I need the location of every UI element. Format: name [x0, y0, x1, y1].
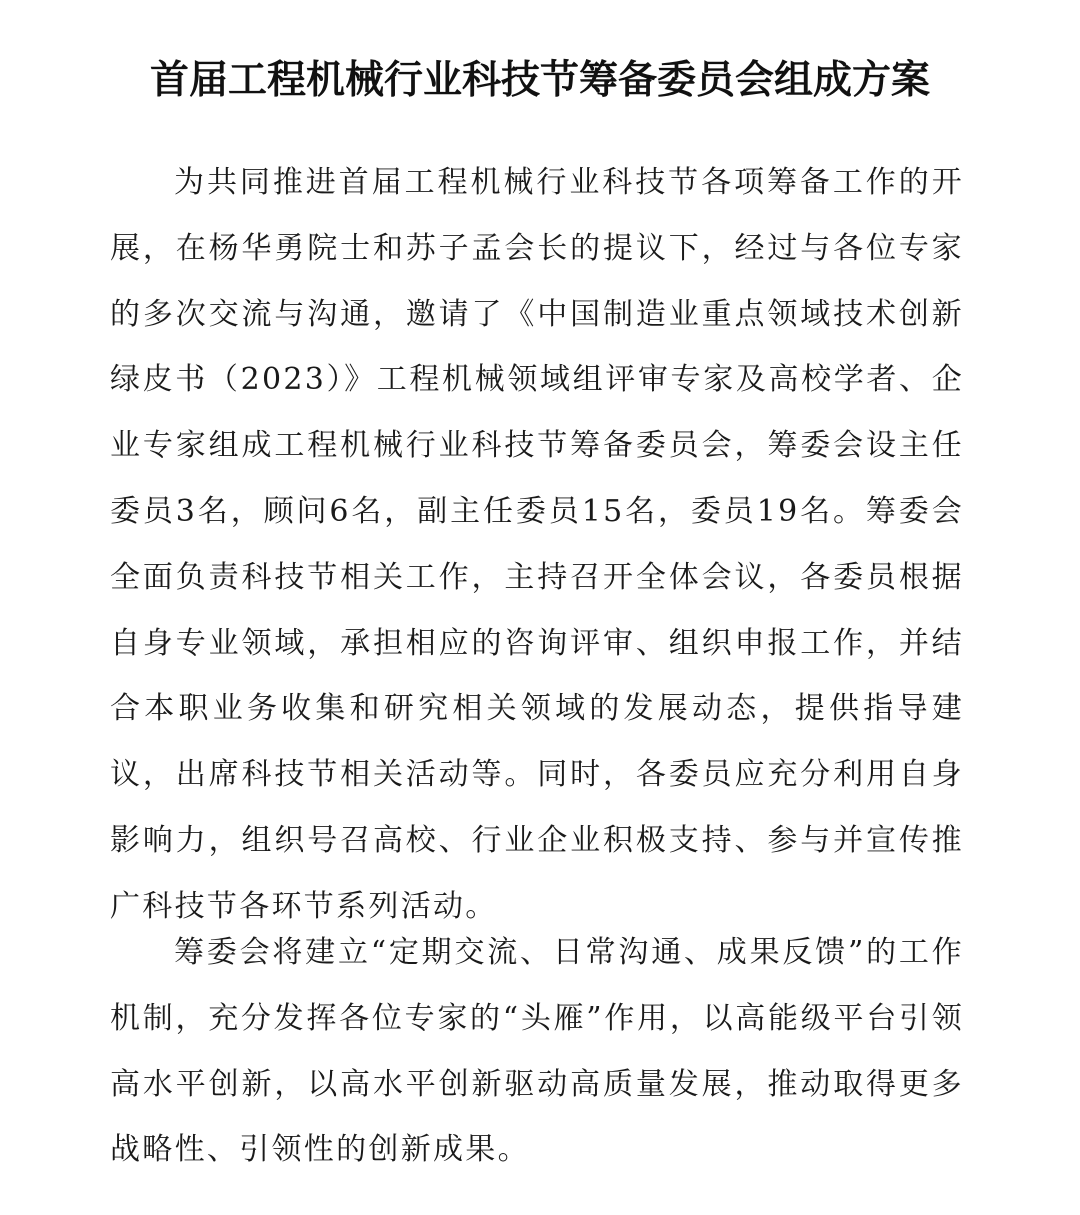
body-paragraph-2: 筹委会将建立“定期交流、日常沟通、成果反馈”的工作机制，充分发挥各位专家的“头雁”作用，以高能级平台引领高水平创新，以高水平创新驱动高质量发展，推动取得更多战略性、引领性的创新成果。 [110, 935, 964, 1168]
body-paragraph-1: 为共同推进首届工程机械行业科技节各项筹备工作的开展，在杨华勇院士和苏子孟会长的提议下，经过与各位专家的多次交流与沟通，邀请了《中国制造业重点领域技术创新绿皮书（2023）》工程机械领域组评审专家及高校学者、企业专家组成工程机械行业科技节筹备委员会，筹委会设主任委员3名，顾问6名，副主任委员15名，委员19名。筹委会全面负责科技节相关工作，主持召开全体会议，各委员根据自身专业领域，承担相应的咨询评审、组织申报工作，并结合本职业务收集和研究相关领域的发展动态，提供指导建议，出席科技节相关活动等。同时，各委员应充分利用自身影响力，组织号召高校、行业企业积极支持、参与并宣传推广科技节各环节系列活动。 [110, 165, 964, 924]
document-title: 首届工程机械行业科技节筹备委员会组成方案 [149, 58, 930, 103]
